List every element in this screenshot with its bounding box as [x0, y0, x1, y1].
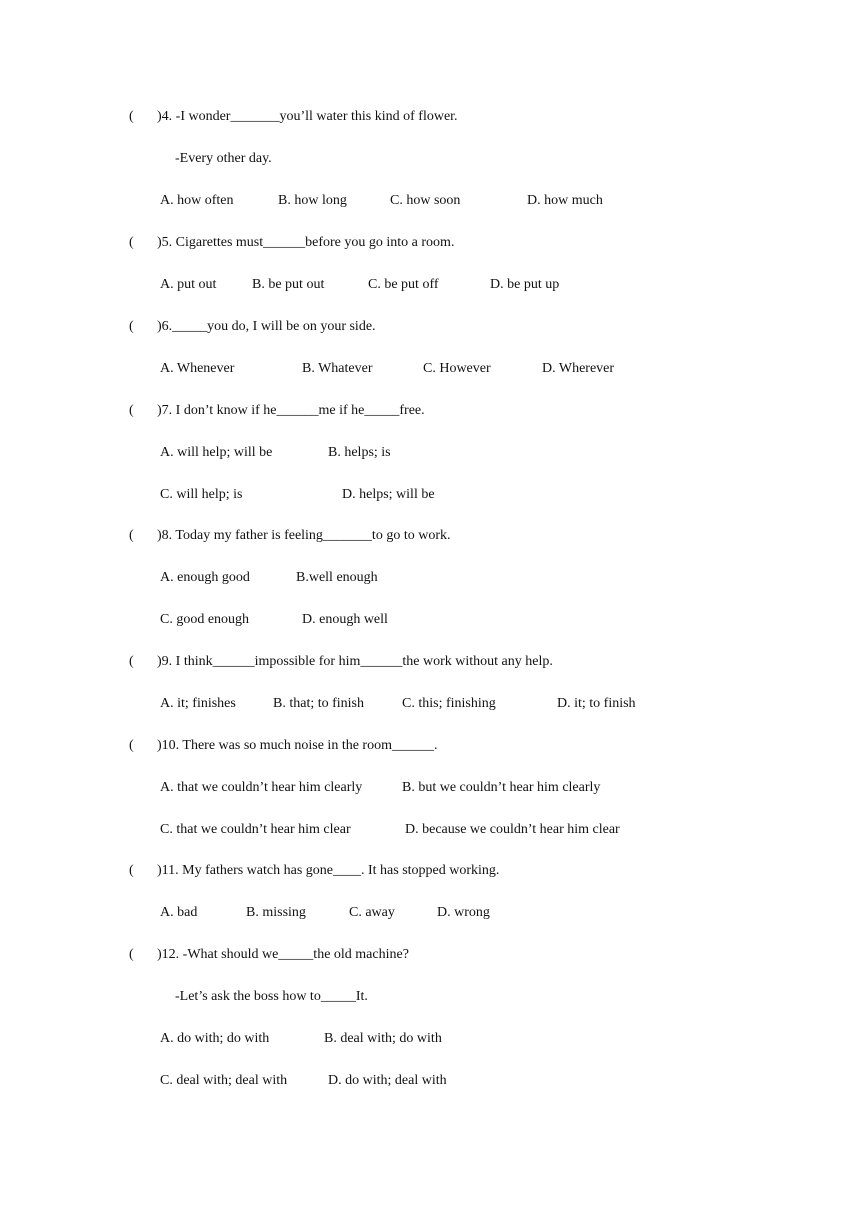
- option-d: D. Wherever: [542, 361, 615, 376]
- option-b: B. how long: [278, 193, 347, 208]
- question-subline: -Let’s ask the boss how to_____It.: [175, 989, 368, 1004]
- option-c: C. away: [349, 905, 395, 920]
- option-c: C. will help; is: [160, 487, 243, 502]
- answer-paren: (: [129, 403, 134, 418]
- question-subline: -Every other day.: [175, 151, 272, 166]
- option-b: B. Whatever: [302, 361, 373, 376]
- option-a: A. put out: [160, 277, 217, 292]
- option-c: C. However: [423, 361, 491, 376]
- option-b: B. that; to finish: [273, 696, 364, 711]
- option-d: D. wrong: [437, 905, 490, 920]
- option-d: D. how much: [527, 193, 603, 208]
- option-d: D. it; to finish: [557, 696, 636, 711]
- option-d: D. because we couldn’t hear him clear: [405, 822, 620, 837]
- question-stem: )12. -What should we_____the old machine?: [157, 947, 409, 962]
- option-d: D. do with; deal with: [328, 1073, 447, 1088]
- question-stem: )7. I don’t know if he______me if he_____free.: [157, 403, 425, 418]
- question-stem: )11. My fathers watch has gone____. It has stopped working.: [157, 863, 500, 878]
- option-a: A. Whenever: [160, 361, 235, 376]
- option-b: B. helps; is: [328, 445, 391, 460]
- option-a: A. do with; do with: [160, 1031, 270, 1046]
- question-stem: )6._____you do, I will be on your side.: [157, 319, 376, 334]
- option-c: C. how soon: [390, 193, 461, 208]
- option-c: C. that we couldn’t hear him clear: [160, 822, 351, 837]
- option-c: C. good enough: [160, 612, 250, 627]
- question-stem: )4. -I wonder_______you’ll water this kind of flower.: [157, 109, 458, 124]
- option-a: A. that we couldn’t hear him clearly: [160, 780, 363, 795]
- option-a: A. it; finishes: [160, 696, 236, 711]
- option-a: A. how often: [160, 193, 234, 208]
- option-b: B. missing: [246, 905, 306, 920]
- option-c: C. this; finishing: [402, 696, 496, 711]
- answer-paren: (: [129, 109, 134, 124]
- option-b: B. but we couldn’t hear him clearly: [402, 780, 601, 795]
- option-c: C. deal with; deal with: [160, 1073, 288, 1088]
- question-stem: )9. I think______impossible for him______the work without any help.: [157, 654, 553, 669]
- option-d: D. helps; will be: [342, 487, 435, 502]
- option-a: A. bad: [160, 905, 198, 920]
- option-c: C. be put off: [368, 277, 439, 292]
- answer-paren: (: [129, 738, 134, 753]
- answer-paren: (: [129, 654, 134, 669]
- answer-paren: (: [129, 863, 134, 878]
- option-b: B. be put out: [252, 277, 325, 292]
- option-a: A. will help; will be: [160, 445, 273, 460]
- option-d: D. be put up: [490, 277, 560, 292]
- option-b: B. deal with; do with: [324, 1031, 442, 1046]
- answer-paren: (: [129, 528, 134, 543]
- question-stem: )8. Today my father is feeling_______to go to work.: [157, 528, 451, 543]
- answer-paren: (: [129, 947, 134, 962]
- answer-paren: (: [129, 235, 134, 250]
- option-d: D. enough well: [302, 612, 388, 627]
- option-b: B.well enough: [296, 570, 378, 585]
- option-a: A. enough good: [160, 570, 250, 585]
- answer-paren: (: [129, 319, 134, 334]
- question-stem: )5. Cigarettes must______before you go into a room.: [157, 235, 455, 250]
- question-stem: )10. There was so much noise in the room______.: [157, 738, 438, 753]
